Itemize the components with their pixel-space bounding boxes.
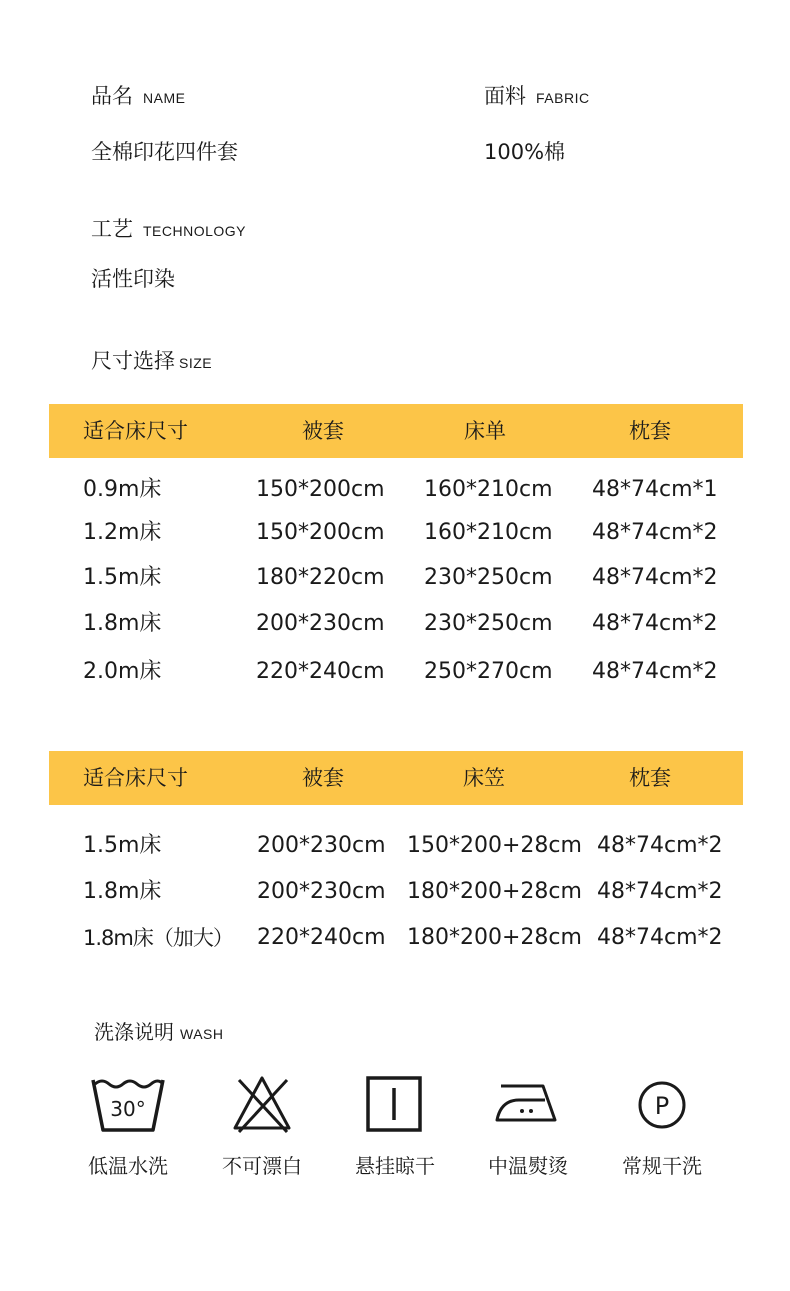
table-cell: 2.0m床	[83, 659, 162, 684]
table-cell: 220*240cm	[256, 659, 385, 684]
fabric-label-en: FABRIC	[536, 90, 590, 106]
fabric-label-zh: 面料	[484, 84, 526, 108]
table-cell: 1.5m床	[83, 833, 162, 858]
table-cell: 180*200+28cm	[407, 925, 582, 950]
wash-item-low-temp	[63, 1074, 193, 1179]
table-cell: 150*200cm	[256, 477, 385, 502]
table-row	[0, 652, 790, 692]
table-cell: 150*200+28cm	[407, 833, 582, 858]
technology-label-zh: 工艺	[91, 217, 133, 241]
table-cell: 160*210cm	[424, 520, 553, 545]
size-label-zh: 尺寸选择	[91, 349, 175, 373]
table-cell: 180*200+28cm	[407, 879, 582, 904]
table-row	[0, 826, 790, 866]
technology-label	[91, 213, 246, 243]
wash-item-dry-clean	[597, 1074, 727, 1179]
table-cell: 250*270cm	[424, 659, 553, 684]
table-cell: 200*230cm	[257, 879, 386, 904]
table1-header-duvet: 被套	[302, 419, 344, 443]
table-cell: 160*210cm	[424, 477, 553, 502]
name-label-zh: 品名	[91, 84, 133, 108]
table2-header-duvet: 被套	[302, 766, 344, 790]
table-row	[0, 513, 790, 553]
wash-temp-text: 30°	[110, 1097, 146, 1121]
wash-30-icon	[91, 1074, 165, 1136]
wash-item-label: 常规干洗	[622, 1154, 702, 1178]
wash-label-en: WASH	[180, 1026, 224, 1042]
name-value: 全棉印花四件套	[91, 140, 238, 164]
table-row	[0, 558, 790, 598]
no-bleach-icon	[231, 1074, 293, 1136]
table-cell: 220*240cm	[257, 925, 386, 950]
wash-item-label: 低温水洗	[88, 1154, 168, 1178]
table-cell: 48*74cm*2	[592, 565, 718, 590]
table-cell: 200*230cm	[257, 833, 386, 858]
wash-label-zh: 洗涤说明	[94, 1020, 174, 1044]
table2-header-pillowcase: 枕套	[629, 766, 671, 790]
table-cell: 0.9m床	[83, 477, 162, 502]
table1-header	[49, 404, 743, 458]
wash-item-label: 中温熨烫	[488, 1154, 568, 1178]
table-cell: 48*74cm*2	[597, 879, 723, 904]
table-cell: 48*74cm*2	[592, 659, 718, 684]
name-label	[91, 80, 185, 110]
wash-label	[94, 1016, 223, 1045]
table-cell: 180*220cm	[256, 565, 385, 590]
table-row	[0, 872, 790, 912]
table-cell: 1.8m床	[83, 611, 162, 636]
table1-header-bed-size: 适合床尺寸	[83, 419, 188, 443]
table-cell: 48*74cm*2	[597, 925, 723, 950]
hang-dry-icon	[364, 1074, 426, 1136]
dry-clean-letter: P	[654, 1092, 670, 1120]
fabric-value: 100%棉	[484, 140, 566, 164]
table-cell: 48*74cm*2	[592, 611, 718, 636]
technology-value: 活性印染	[91, 267, 175, 291]
table-cell: 1.5m床	[83, 565, 162, 590]
table-cell: 1.8m床	[83, 879, 162, 904]
dry-clean-icon	[631, 1074, 693, 1136]
table2-header	[49, 751, 743, 805]
size-label-en: SIZE	[179, 355, 213, 371]
table-cell: 200*230cm	[256, 611, 385, 636]
size-label	[91, 345, 212, 375]
table-cell: 1.8m床（加大）	[83, 926, 233, 950]
table-row	[0, 918, 790, 958]
table2-header-bed-size: 适合床尺寸	[83, 766, 188, 790]
table-cell: 48*74cm*1	[592, 477, 718, 502]
wash-item-iron-medium	[463, 1074, 593, 1179]
table-cell: 150*200cm	[256, 520, 385, 545]
technology-label-en: TECHNOLOGY	[143, 223, 247, 239]
table-cell: 48*74cm*2	[597, 833, 723, 858]
wash-item-no-bleach	[197, 1074, 327, 1179]
table1-header-pillowcase: 枕套	[629, 419, 671, 443]
wash-item-label: 不可漂白	[222, 1154, 302, 1178]
table-row	[0, 604, 790, 644]
table-row	[0, 470, 790, 510]
table-cell: 1.2m床	[83, 520, 162, 545]
wash-item-label: 悬挂晾干	[355, 1154, 435, 1178]
table-cell: 48*74cm*2	[592, 520, 718, 545]
iron-medium-icon	[493, 1074, 563, 1136]
table-cell: 230*250cm	[424, 565, 553, 590]
wash-item-hang-dry	[330, 1074, 460, 1179]
fabric-label	[484, 80, 590, 110]
table-cell: 230*250cm	[424, 611, 553, 636]
table1-header-sheet: 床单	[464, 419, 506, 443]
table2-header-fitted-sheet: 床笠	[463, 766, 505, 790]
name-label-en: NAME	[143, 90, 186, 106]
